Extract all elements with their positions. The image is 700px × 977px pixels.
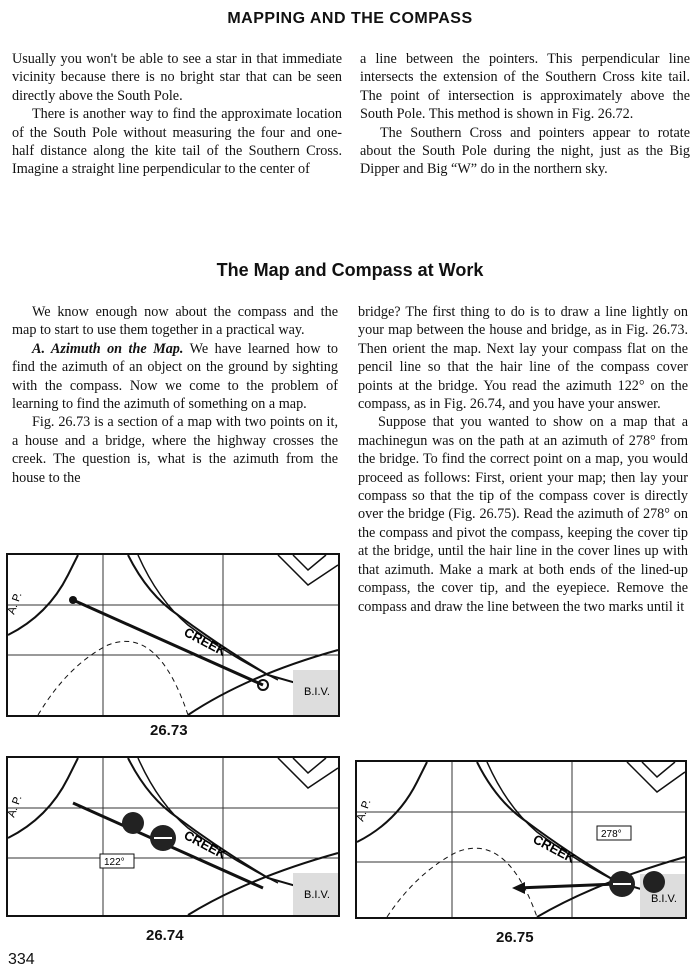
body-right-column xyxy=(358,303,688,616)
road-label: A. P. xyxy=(354,797,374,824)
paragraph: The Southern Cross and pointers appear to rotate about the South Pole during the night, just as the Big Dipper and Big “W” do in the northern sky. xyxy=(360,124,690,178)
paragraph xyxy=(12,340,338,414)
map-26-74 xyxy=(5,758,338,915)
road-label: A. P. xyxy=(5,590,25,617)
paragraph: a line between the pointers. This perpendicular line intersects the extension of the Southern Cross kite tail. The point of intersection is approximately above the South Pole. This method is shown in Fig. 26.72. xyxy=(360,51,690,123)
road-label: A. P. xyxy=(5,793,25,820)
paragraph-text: We have learned how to find the azimuth of an object on the ground by sighting with the compass. Now we come to the problem of learning to find the azimuth of something on a map. xyxy=(12,340,338,413)
page-number: 334 xyxy=(8,951,35,968)
running-head: MAPPING AND THE COMPASS xyxy=(227,10,473,27)
paragraph: We know enough now about the compass and the map to start to use them together in a practical way. xyxy=(12,304,338,339)
creek-label: CREEK xyxy=(181,827,229,863)
river-label: B.I.V. xyxy=(304,889,330,901)
paragraph: Usually you won't be able to see a star in that immediate vicinity because there is no bright star that can be seen directly above the South Pole. xyxy=(12,51,342,104)
paragraph: bridge? The first thing to do is to draw a line lightly on your map between the house and bridge, as in Fig. 26.73. Then orient the map. Next lay your compass flat on the pencil line so that the hair line of the compass cover points at the bridge. You read the azimuth 122° on the compass, as in Fig. 26.74, and you have your answer. xyxy=(358,304,688,413)
azimuth-label: 122° xyxy=(104,857,125,868)
creek-label: CREEK xyxy=(530,831,578,867)
figure-26-73 xyxy=(6,553,340,717)
body-left-column xyxy=(12,303,338,487)
paragraph: Suppose that you wanted to show on a map that a machinegun was on the path at an azimuth of 278° from the bridge. To find the correct point on a map, you would proceed as follows: First, orient your map; then lay your compass so that the tip of the compass cover is directly over the bridge (Fig. 26.75). Read the azimuth of 278° on the compass and pivot the compass, keeping the cover tip at the bridge, until the hair line in the cover lines up with that azimuth. Make a mark at both ends of the lined-up compass, the cover tip, and the eyepiece. Remove the compass and draw the line between the two marks until it xyxy=(358,414,688,615)
paragraph: Fig. 26.73 is a section of a map with two points on it, a house and a bridge, where the highway crosses the creek. The question is, what is the azimuth from the house to the xyxy=(12,414,338,486)
azimuth-label: 278° xyxy=(601,829,622,840)
subheading: A. Azimuth on the Map. xyxy=(32,340,184,357)
figure-caption: 26.74 xyxy=(146,927,184,944)
figure-26-74 xyxy=(6,756,340,917)
creek-label: CREEK xyxy=(181,624,229,660)
figure-caption: 26.75 xyxy=(496,929,534,946)
pencil-line xyxy=(73,600,263,685)
compass-icon xyxy=(643,871,665,893)
figure-caption: 26.73 xyxy=(150,722,188,739)
paragraph: There is another way to find the approximate location of the South Pole without measuring the four and one-half distance along the kite tail of the Southern Cross. Imagine a straight line perpendicular to the center of xyxy=(12,106,342,178)
map-26-75 xyxy=(354,762,685,917)
top-right-column xyxy=(360,50,690,179)
river-label: B.I.V. xyxy=(651,893,677,905)
compass-icon xyxy=(122,812,144,834)
azimuth-line xyxy=(517,884,617,888)
figure-26-75 xyxy=(355,760,687,919)
house-icon xyxy=(69,596,77,604)
river-label: B.I.V. xyxy=(304,686,330,698)
section-title: The Map and Compass at Work xyxy=(216,260,484,280)
top-left-column xyxy=(12,50,342,179)
map-26-73 xyxy=(5,555,338,715)
